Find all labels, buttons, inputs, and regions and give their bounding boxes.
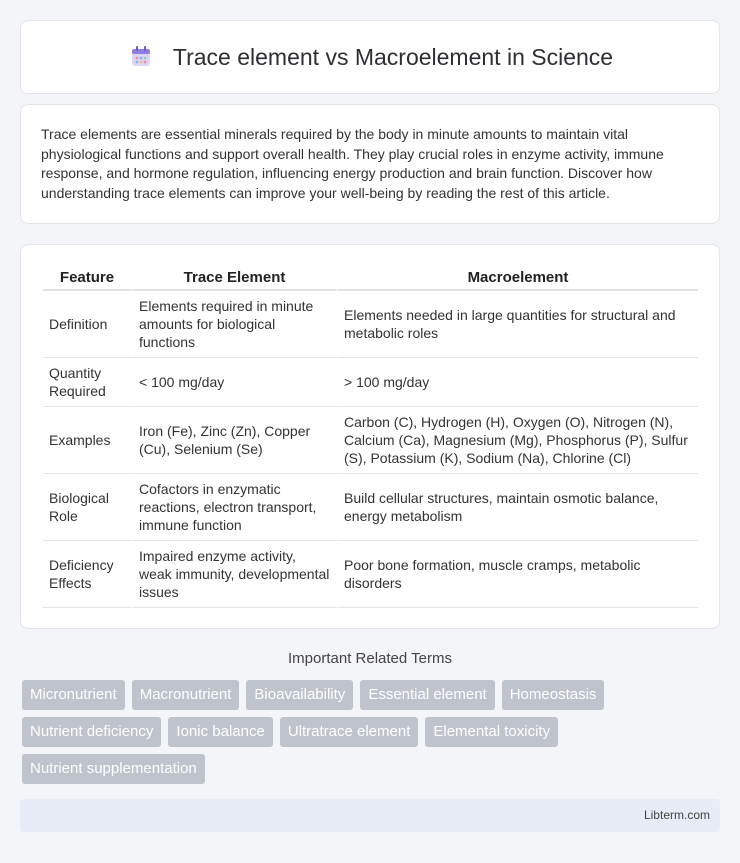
tag-nutrient-supplementation[interactable]: Nutrient supplementation	[22, 754, 205, 784]
tag-bioavailability[interactable]: Bioavailability	[246, 680, 353, 710]
tag-macronutrient[interactable]: Macronutrient	[132, 680, 240, 710]
table-header-row	[43, 263, 698, 291]
calendar-icon	[127, 43, 155, 71]
comparison-card	[20, 244, 720, 629]
tag-homeostasis[interactable]: Homeostasis	[502, 680, 605, 710]
intro-paragraph: Trace elements are essential minerals required by the body in minute amounts to maintain vital physiological functions and support overall health. They play crucial roles in enzyme activity, immune response, and hormone regulation, influencing energy production and brain function. Discover how understanding trace elements can improve your well-being by reading the rest of this article.	[41, 126, 664, 201]
macro-cell: Elements needed in large quantities for structural and metabolic roles	[338, 291, 698, 358]
trace-cell: < 100 mg/day	[133, 358, 338, 407]
trace-cell: Elements required in minute amounts for biological functions	[133, 291, 338, 358]
footer-site-link[interactable]: Libterm.com	[643, 808, 710, 822]
column-header: Feature	[43, 263, 133, 291]
comparison-table	[43, 263, 698, 608]
macro-cell: > 100 mg/day	[338, 358, 698, 407]
tag-nutrient-deficiency[interactable]: Nutrient deficiency	[22, 717, 161, 747]
trace-cell: Cofactors in enzymatic reactions, electron transport, immune function	[133, 474, 338, 541]
footer	[20, 799, 720, 832]
table-row	[43, 407, 698, 474]
table-row	[43, 291, 698, 358]
table-row	[43, 358, 698, 407]
macro-cell: Carbon (C), Hydrogen (H), Oxygen (O), Nitrogen (N), Calcium (Ca), Magnesium (Mg), Phosphorus (P), Sulfur (S), Potassium (K), Sodium (Na), Chlorine (Cl)	[338, 407, 698, 474]
related-terms-list	[22, 680, 722, 791]
feature-cell: Deficiency Effects	[43, 541, 133, 608]
tag-elemental-toxicity[interactable]: Elemental toxicity	[425, 717, 558, 747]
feature-cell: Biological Role	[43, 474, 133, 541]
macro-cell: Poor bone formation, muscle cramps, metabolic disorders	[338, 541, 698, 608]
tag-micronutrient[interactable]: Micronutrient	[22, 680, 125, 710]
column-header: Macroelement	[338, 263, 698, 291]
related-terms-title: Important Related Terms	[288, 650, 452, 667]
tag-ultratrace-element[interactable]: Ultratrace element	[280, 717, 419, 747]
table-row	[43, 474, 698, 541]
column-header: Trace Element	[133, 263, 338, 291]
table-row	[43, 541, 698, 608]
feature-cell: Definition	[43, 291, 133, 358]
page-title: Trace element vs Macroelement in Science	[172, 43, 614, 70]
tag-ionic-balance[interactable]: Ionic balance	[168, 717, 272, 747]
feature-cell: Examples	[43, 407, 133, 474]
macro-cell: Build cellular structures, maintain osmotic balance, energy metabolism	[338, 474, 698, 541]
trace-cell: Impaired enzyme activity, weak immunity, developmental issues	[133, 541, 338, 608]
trace-cell: Iron (Fe), Zinc (Zn), Copper (Cu), Selenium (Se)	[133, 407, 338, 474]
intro-card	[20, 104, 720, 224]
feature-cell: Quantity Required	[43, 358, 133, 407]
tag-essential-element[interactable]: Essential element	[360, 680, 494, 710]
title-card	[20, 20, 720, 94]
